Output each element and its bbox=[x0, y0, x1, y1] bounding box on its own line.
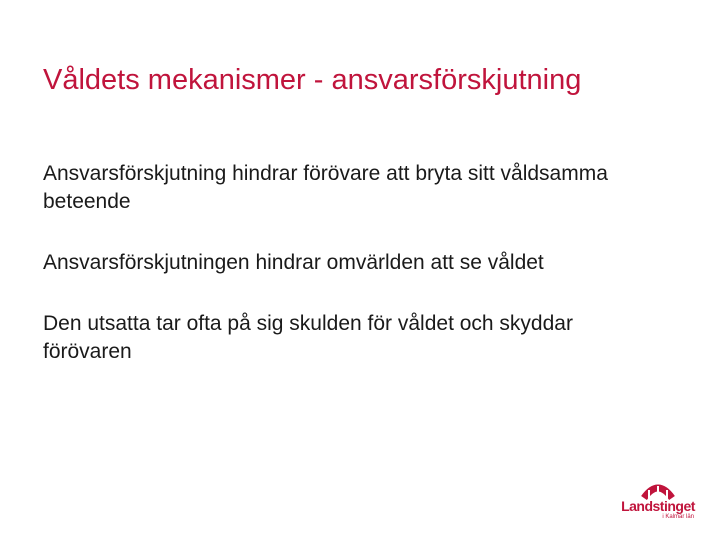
arch-icon bbox=[618, 476, 698, 500]
list-item: Ansvarsförskjutning hindrar förövare att bryta sitt våldsamma beteende bbox=[43, 162, 608, 213]
list-item: Den utsatta tar ofta på sig skulden för våldet och skyddar förövaren bbox=[43, 312, 573, 363]
bullet-list bbox=[43, 160, 663, 399]
logo-subtitle: i Kalmar län bbox=[662, 514, 694, 520]
landstinget-logo bbox=[618, 476, 698, 524]
logo-wordmark: Landstinget bbox=[621, 498, 695, 514]
list-item: Ansvarsförskjutningen hindrar omvärlden att se våldet bbox=[43, 251, 544, 274]
slide-title: Våldets mekanismer - ansvarsförskjutning bbox=[43, 64, 582, 96]
